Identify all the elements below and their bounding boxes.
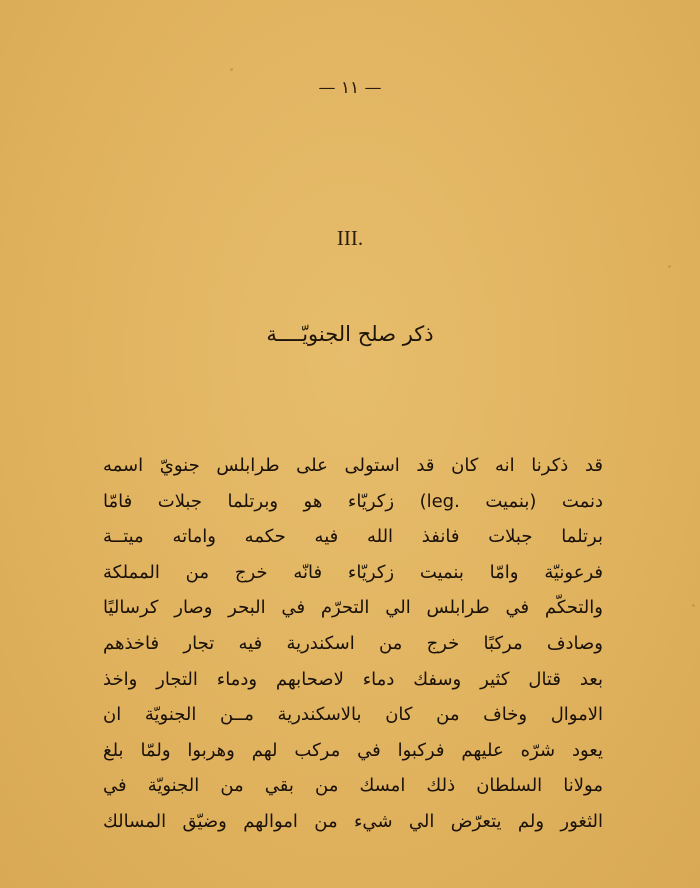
paper-speck [692, 604, 695, 607]
text-line: والتحكّم في طرابلس الي التحرّم في البحر وصار كرساليًا [103, 597, 603, 619]
section-title: ذكر صلح الجنويّــــة [266, 322, 434, 346]
text-line: بعد قتال كثير وسفك دماء لاصحابهم ودماء التجار واخذ [103, 668, 603, 690]
text-line: يعود شرّه عليهم فركبوا في مركب لهم وهربوا ولمّا بلغ [103, 739, 603, 761]
text-line: وصادف مركبًا خرج من اسكندرية فيه تجار فاخذهم [103, 632, 603, 654]
text-line: فرعونيّة وامّا بنميت زكريّاء فانّه خرج من المملكة [103, 561, 603, 583]
body-text [103, 448, 603, 840]
paper-speck [230, 68, 233, 71]
text-line: الثغور ولم يتعرّض الي شيء من اموالهم وضيّق المسالك [103, 810, 603, 832]
page-number: — ۱۱ — [318, 78, 382, 98]
text-line: مولانا السلطان ذلك امسك من بقي من الجنويّة في [103, 775, 603, 797]
text-line: برتلما جبلات فانفذ الله فيه حكمه واماته ميتــة [103, 526, 603, 548]
text-line: قد ذكرنا انه كان قد استولى على طرابلس جنويّ اسمه [103, 455, 603, 476]
text-line: دنمت (بنميت .leg) زكريّاء هو وبرتلما جبلات فامّا [103, 490, 603, 512]
paper-speck [668, 265, 671, 268]
text-line: الاموال وخاف من كان بالاسكندرية مــن الجنويّة ان [103, 704, 603, 726]
section-number: III. [336, 226, 364, 250]
